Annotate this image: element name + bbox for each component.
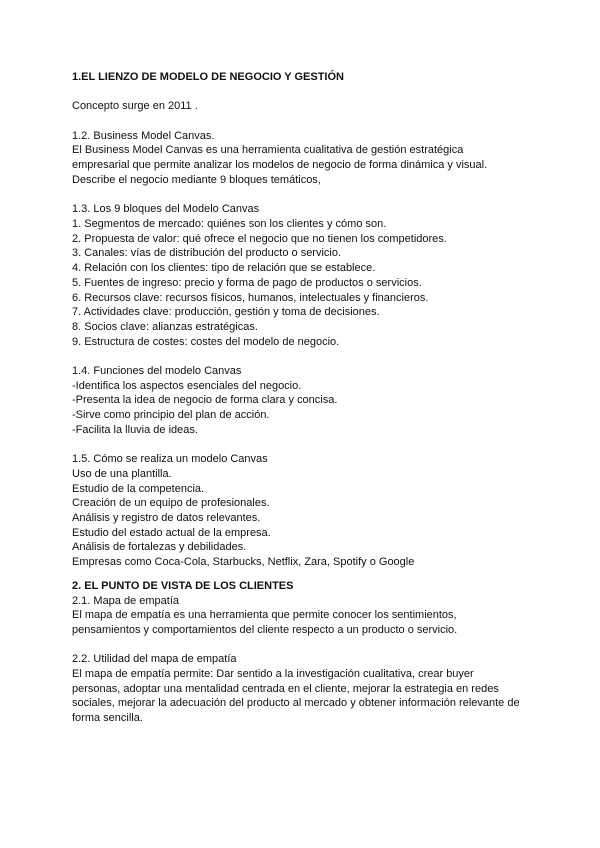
utility-line: personas, adoptar una mentalidad centrada en el cliente, mejorar la estrategia en redes	[72, 682, 499, 695]
bmc-line: Describe el negocio mediante 9 bloques temáticos,	[72, 173, 321, 186]
blocks-heading: 1.3. Los 9 bloques del Modelo Canvas	[72, 203, 260, 216]
block-item: 1. Segmentos de mercado: quiénes son los clientes y cómo son.	[72, 217, 387, 230]
block-item: 2. Propuesta de valor: qué ofrece el negocio que no tienen los competidores.	[72, 232, 447, 245]
how-item: Empresas como Coca-Cola, Starbucks, Netflix, Zara, Spotify o Google	[72, 556, 415, 569]
how-item: Análisis y registro de datos relevantes.	[72, 512, 261, 525]
utility-line: sociales, mejorar la adecuación del producto al mercado y obtener información relevante de	[72, 697, 520, 710]
function-item: -Identifica los aspectos esenciales del negocio.	[72, 379, 302, 392]
block-item: 7. Actividades clave: producción, gestión y toma de decisiones.	[72, 306, 380, 319]
function-item: -Sirve como principio del plan de acción.	[72, 409, 270, 422]
utility-line: El mapa de empatía permite: Dar sentido a la investigación cualitativa, crear buyer	[72, 668, 474, 681]
section-1-title: 1.EL LIENZO DE MODELO DE NEGOCIO Y GESTIÓN	[72, 71, 344, 83]
section-2-title: 2. EL PUNTO DE VISTA DE LOS CLIENTES	[72, 579, 294, 592]
how-item: Estudio de la competencia.	[72, 482, 205, 495]
function-item: -Facilita la lluvia de ideas.	[72, 423, 198, 436]
block-item: 4. Relación con los clientes: tipo de relación que se establece.	[72, 262, 376, 275]
block-item: 3. Canales: vías de distribución del producto o servicio.	[72, 247, 342, 260]
function-item: -Presenta la idea de negocio de forma clara y concisa.	[72, 394, 338, 407]
how-item: Análisis de fortalezas y debilidades.	[72, 541, 247, 554]
how-heading: 1.5. Cómo se realiza un modelo Canvas	[72, 453, 268, 466]
how-item: Creación de un equipo de profesionales.	[72, 497, 270, 510]
block-item: 9. Estructura de costes: costes del modelo de negocio.	[72, 335, 340, 348]
functions-heading: 1.4. Funciones del modelo Canvas	[72, 365, 242, 377]
map-line: pensamientos y comportamientos del cliente respecto a un producto o servicio.	[72, 623, 458, 636]
intro-text: Concepto surge en 2011 .	[72, 100, 198, 113]
bmc-heading: 1.2. Business Model Canvas.	[72, 129, 215, 142]
utility-line: forma sencilla.	[72, 712, 143, 725]
block-item: 6. Recursos clave: recursos físicos, humanos, intelectuales y financieros.	[72, 291, 429, 304]
block-item: 5. Fuentes de ingreso: precio y forma de pago de productos o servicios.	[72, 276, 422, 289]
bmc-line: empresarial que permite analizar los modelos de negocio de forma dinámica y visual.	[72, 159, 488, 172]
utility-heading: 2.2. Utilidad del mapa de empatía	[72, 653, 237, 666]
map-heading: 2.1. Mapa de empatía	[72, 594, 180, 607]
block-item: 8. Socios clave: alianzas estratégicas.	[72, 320, 258, 333]
how-item: Uso de una plantilla.	[72, 467, 172, 480]
map-line: El mapa de empatía es una herramienta que permite conocer los sentimientos,	[72, 609, 457, 622]
bmc-line: El Business Model Canvas es una herramienta cualitativa de gestión estratégica	[72, 144, 464, 157]
how-item: Estudio del estado actual de la empresa.	[72, 526, 271, 539]
